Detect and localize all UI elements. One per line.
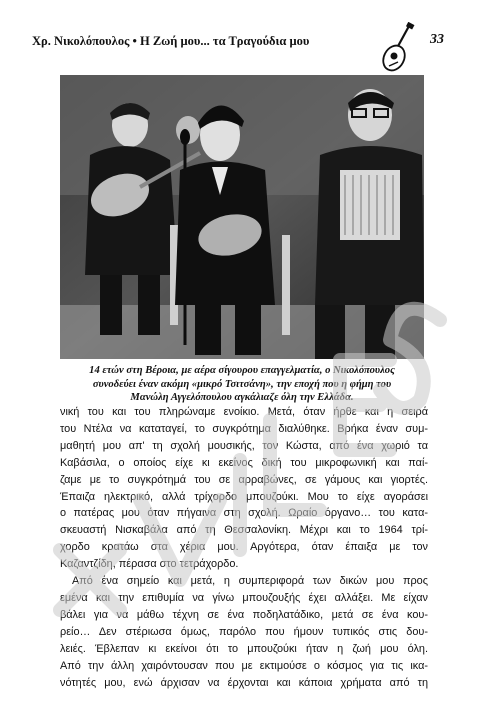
photo-caption [60, 364, 424, 405]
text-line: νότητές μου, ενώ άρχισαν να έρχονται και κάποια χρήματα από τη [60, 676, 428, 689]
photograph [60, 75, 424, 359]
text-line: σκευαστή Νισκαβάλα από τη Θεσσαλονίκη. Μέχρι και το 1964 τρί- [60, 524, 428, 537]
caption-line: Μανώλη Αγγελόπουλου αγκάλιαζε όλη την Ελλάδα. [130, 392, 354, 403]
text-line: εμένα και την επιθυμία να γίνω μπουζουξής έχει αλλάξει. Με είχαν [60, 591, 428, 604]
caption-line: συνοδεύει έναν ακόμη «μικρό Τσιτσάνη», την εποχή που η φήμη του [92, 378, 392, 390]
text-line: μαθητή μου απ' τη σχολή μουσικής, τον Κώστα, από ένα χωριό τα [60, 439, 428, 452]
text-line: Από ένα σημείο και μετά, η συμπεριφορά των δικών μου προς [72, 575, 428, 588]
text-line: Καβάσιλα, ο οποίος είχε κι εκείνος δική του μικροφωνική και παί- [60, 456, 428, 469]
text-line: ο πατέρας μου όταν πήγαινα στη σχολή. Ωραίο όργανο… του κατα- [60, 507, 428, 520]
page-number: 33 [430, 32, 444, 47]
header-title: Χρ. Νικολόπουλος • Η Ζωή μου... τα Τραγούδια μου [32, 34, 310, 48]
running-header [32, 30, 444, 50]
caption-line: 14 ετών στη Βέροια, με αέρα σίγουρου επαγγελματία, ο Νικολόπουλος [89, 365, 395, 376]
text-line: χορδο κρατάω στα χέρια μου. Αργότερα, όταν έπαιξα με τον [60, 541, 428, 554]
musicians-photo [60, 75, 424, 359]
text-line: Καζαντζίδη, πέρασα στο τετράχορδο. [60, 558, 239, 571]
text-line: Έπαιζα ηλεκτρικό, αλλά τρίχορδο μπουζούκι. Μου το είχε αγοράσει [60, 490, 428, 503]
text-line: Από την άλλη χαιρόντουσαν που με εκτιμούσε ο κόσμος για τις ικα- [60, 659, 428, 672]
text-line: λειές. Έβλεπαν κι εκείνοι ότι το μπουζούκι ήταν η ζωή μου όλη. [60, 642, 428, 655]
text-line: ζαμε με το συγκρότημά του σε αρραβώνες, σε γάμους και γιορτές. [60, 473, 428, 486]
text-line: νική του και του πληρώναμε ενοίκιο. Μετά, όταν ήρθε και η σειρά [60, 406, 428, 418]
text-line: του Ντέλα να καταταγεί, το συγκρότημα διαλύθηκε. Βρήκα έναν συμ- [60, 422, 428, 435]
body-text [60, 404, 428, 691]
text-line: ρείο… Δεν στέριωσα όμως, παρόλο που ήμουν τυπικός στις δου- [60, 625, 428, 638]
text-line: βάλει για να μάθω τέχνη σε ένα ποδηλατάδικο, μετά σε ένα κου- [60, 608, 428, 621]
bouzouki-icon [382, 22, 418, 74]
